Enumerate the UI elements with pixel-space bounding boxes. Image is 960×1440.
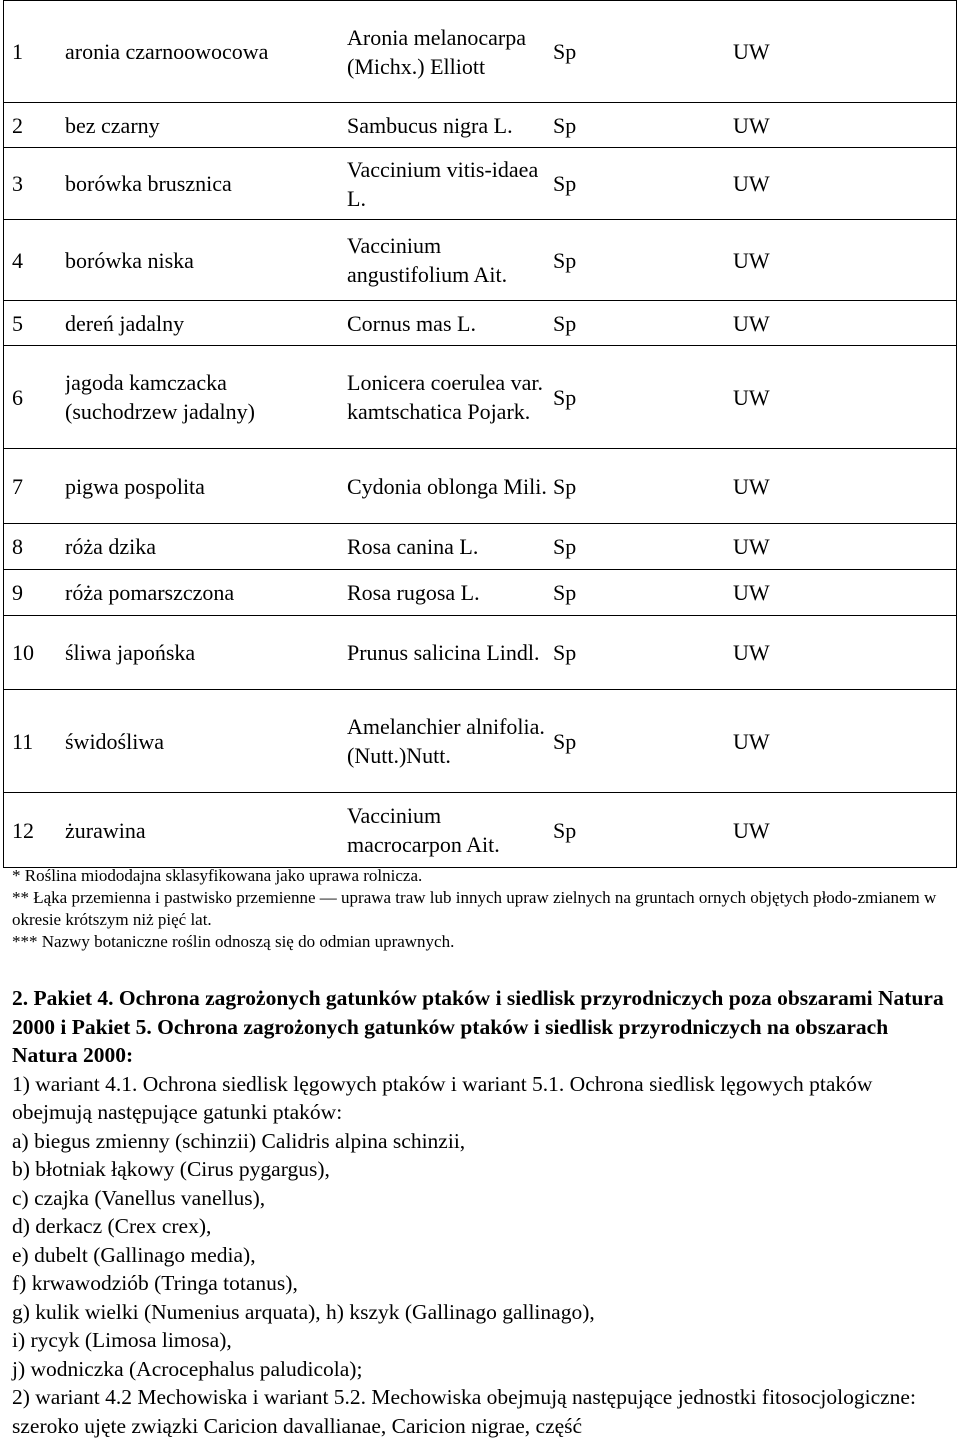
uw-code: UW xyxy=(733,103,957,148)
row-number: 10 xyxy=(4,616,66,690)
row-number: 3 xyxy=(4,148,66,220)
footnote-1: * Roślina miododajna sklasyfikowana jako uprawa rolnicza. xyxy=(12,866,423,885)
polish-name: róża dzika xyxy=(65,524,347,570)
table-row xyxy=(4,346,957,449)
list-item: g) kulik wielki (Numenius arquata), h) kszyk (Gallinago gallinago), xyxy=(12,1299,595,1324)
row-number: 11 xyxy=(4,690,66,793)
row-number: 2 xyxy=(4,103,66,148)
table-row xyxy=(4,148,957,220)
table-row xyxy=(4,220,957,301)
polish-name: jagoda kamczacka (suchodrzew jadalny) xyxy=(65,346,347,449)
polish-name: róża pomarszczona xyxy=(65,570,347,616)
variant-1-intro: 1) wariant 4.1. Ochrona siedlisk lęgowych ptaków i wariant 5.1. Ochrona siedlisk lęgowych ptaków obejmują następujące gatunki ptaków: xyxy=(12,1071,873,1124)
table-footnotes xyxy=(12,865,952,953)
table-row xyxy=(4,616,957,690)
table-row xyxy=(4,793,957,868)
plants-table-body xyxy=(4,1,957,868)
botanical-name: Rosa canina L. xyxy=(347,524,553,570)
botanical-name: Amelanchier alnifolia. (Nutt.)Nutt. xyxy=(347,690,553,793)
row-number: 1 xyxy=(4,1,66,103)
sp-code: Sp xyxy=(553,346,733,449)
sp-code: Sp xyxy=(553,103,733,148)
uw-code: UW xyxy=(733,616,957,690)
row-number: 8 xyxy=(4,524,66,570)
row-number: 12 xyxy=(4,793,66,868)
polish-name: borówka niska xyxy=(65,220,347,301)
polish-name: śliwa japońska xyxy=(65,616,347,690)
row-number: 5 xyxy=(4,301,66,346)
table-row xyxy=(4,524,957,570)
sp-code: Sp xyxy=(553,793,733,868)
botanical-name: Cornus mas L. xyxy=(347,301,553,346)
uw-code: UW xyxy=(733,148,957,220)
botanical-name: Vaccinium macrocarpon Ait. xyxy=(347,793,553,868)
botanical-name: Rosa rugosa L. xyxy=(347,570,553,616)
table-row xyxy=(4,301,957,346)
list-item: c) czajka (Vanellus vanellus), xyxy=(12,1185,266,1210)
row-number: 6 xyxy=(4,346,66,449)
sp-code: Sp xyxy=(553,148,733,220)
polish-name: dereń jadalny xyxy=(65,301,347,346)
uw-code: UW xyxy=(733,1,957,103)
uw-code: UW xyxy=(733,220,957,301)
botanical-name: Sambucus nigra L. xyxy=(347,103,553,148)
footnote-2: ** Łąka przemienna i pastwisko przemienne — uprawa traw lub innych upraw zielnych na gruntach ornych objętych płodo-zmianem w okresie krótszym niż pięć lat. xyxy=(12,888,937,929)
uw-code: UW xyxy=(733,346,957,449)
list-item: d) derkacz (Crex crex), xyxy=(12,1214,212,1238)
variant-2-text: 2) wariant 4.2 Mechowiska i wariant 5.2. Mechowiska obejmują następujące jednostki fitosocjologiczne: szeroko ujęte związki Caricion davallianae, Caricion nigrae, część xyxy=(12,1385,916,1438)
uw-code: UW xyxy=(733,449,957,524)
list-item: e) dubelt (Gallinago media), xyxy=(12,1242,256,1267)
table-row xyxy=(4,103,957,148)
table-row xyxy=(4,1,957,103)
polish-name: pigwa pospolita xyxy=(65,449,347,524)
botanical-name: Cydonia oblonga Mili. xyxy=(347,449,553,524)
sp-code: Sp xyxy=(553,220,733,301)
sp-code: Sp xyxy=(553,301,733,346)
section-heading: 2. Pakiet 4. Ochrona zagrożonych gatunków ptaków i siedlisk przyrodniczych poza obszarami Natura 2000 i Pakiet 5. Ochrona zagrożonych gatunków ptaków i siedlisk przyrodniczych na obszarach Natura 2000: xyxy=(12,986,944,1067)
row-number: 4 xyxy=(4,220,66,301)
row-number: 9 xyxy=(4,570,66,616)
botanical-name: Lonicera coerulea var. kamtschatica Pojark. xyxy=(347,346,553,449)
sp-code: Sp xyxy=(553,1,733,103)
uw-code: UW xyxy=(733,570,957,616)
list-item: b) błotniak łąkowy (Cirus pygargus), xyxy=(12,1157,330,1181)
list-item: f) krwawodziób (Tringa totanus), xyxy=(12,1271,298,1295)
table-row xyxy=(4,570,957,616)
uw-code: UW xyxy=(733,690,957,793)
table-row xyxy=(4,449,957,524)
sp-code: Sp xyxy=(553,616,733,690)
list-item: j) wodniczka (Acrocephalus paludicola); xyxy=(12,1356,363,1381)
polish-name: aronia czarnoowocowa xyxy=(65,1,347,103)
plants-table xyxy=(3,0,957,868)
polish-name: świdośliwa xyxy=(65,690,347,793)
polish-name: bez czarny xyxy=(65,103,347,148)
botanical-name: Vaccinium vitis-idaea L. xyxy=(347,148,553,220)
uw-code: UW xyxy=(733,793,957,868)
uw-code: UW xyxy=(733,524,957,570)
polish-name: żurawina xyxy=(65,793,347,868)
botanical-name: Vaccinium angustifolium Ait. xyxy=(347,220,553,301)
footnote-3: *** Nazwy botaniczne roślin odnoszą się do odmian uprawnych. xyxy=(12,932,455,951)
polish-name: borówka brusznica xyxy=(65,148,347,220)
sp-code: Sp xyxy=(553,690,733,793)
uw-code: UW xyxy=(733,301,957,346)
sp-code: Sp xyxy=(553,449,733,524)
sp-code: Sp xyxy=(553,570,733,616)
list-item: i) rycyk (Limosa limosa), xyxy=(12,1328,232,1352)
botanical-name: Aronia melanocarpa (Michx.) Elliott xyxy=(347,1,553,103)
sp-code: Sp xyxy=(553,524,733,570)
row-number: 7 xyxy=(4,449,66,524)
list-item: a) biegus zmienny (schinzii) Calidris alpina schinzii, xyxy=(12,1128,466,1153)
botanical-name: Prunus salicina Lindl. xyxy=(347,616,553,690)
table-row xyxy=(4,690,957,793)
body-text xyxy=(12,984,952,1440)
